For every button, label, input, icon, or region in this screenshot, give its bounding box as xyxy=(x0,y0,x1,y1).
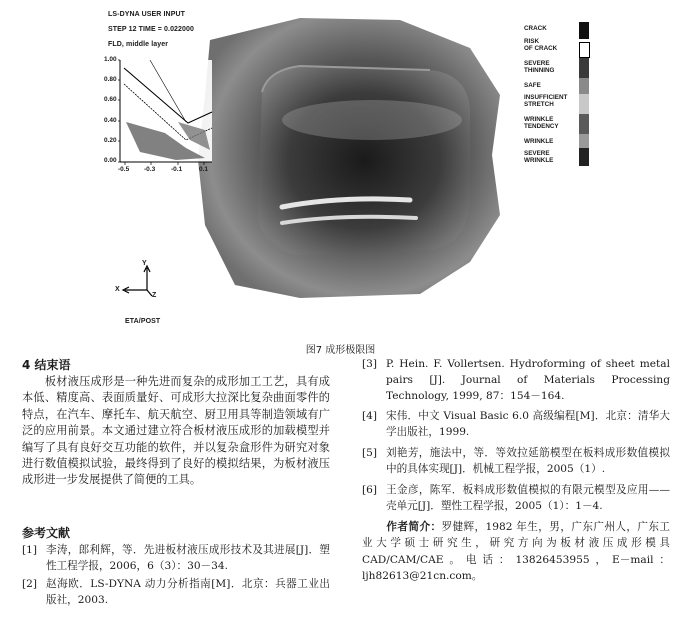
author-bio xyxy=(362,519,670,584)
x-tick: -0.3 xyxy=(144,166,156,173)
legend-swatch-tendency xyxy=(579,114,589,134)
reference-text: P. Hein. F. Vollertsen. Hydroforming of sheet metal pairs [J]. Journal of Materials Processing Technology, 1999, 87：154－164. xyxy=(386,358,670,403)
figure-caption: 图7 成形极限图 xyxy=(305,345,376,356)
legend-text: RISK OF CRACK xyxy=(524,38,558,52)
reference-item xyxy=(22,576,330,610)
section-heading: 4 结束语 xyxy=(22,358,71,372)
axis-label-y: Y xyxy=(142,260,147,267)
legend-label: SAFE xyxy=(524,82,541,89)
legend-label xyxy=(524,116,559,130)
legend-label: CRACK xyxy=(524,25,547,32)
legend-swatch-stretch xyxy=(579,94,589,114)
fig-header-3: FLD, middle layer xyxy=(108,41,169,48)
legend-text: WRINKLE TENDENCY xyxy=(524,116,559,130)
legend-text: SEVERE THINNING xyxy=(524,60,555,74)
x-tick: -0.5 xyxy=(118,166,130,173)
reference-item xyxy=(362,356,670,408)
reference-number: [5] xyxy=(362,447,378,459)
legend-swatch-crack xyxy=(579,22,589,39)
axis-label-x: X xyxy=(115,286,120,293)
author-bio-text: 罗健辉，1982 年生，男，广东广州人，广东工业大学硕士研究生，研究方向为板材液压成形模具 CAD/CAM/CAE。电话：13826453955，E－mail：ljh82613@21cn.com。 xyxy=(362,521,671,582)
y-tick: 1.00 xyxy=(104,56,117,63)
axis-label-z: Z xyxy=(152,292,157,299)
legend-text: SEVERE WRINKLE xyxy=(524,150,554,164)
axis-triad xyxy=(123,266,152,296)
legend-label xyxy=(524,94,567,108)
fig-footer: ETA/POST xyxy=(125,318,161,325)
y-tick: 0.20 xyxy=(104,137,117,144)
x-tick: 0.1 xyxy=(199,166,209,173)
reference-number: [2] xyxy=(22,578,38,590)
reference-item xyxy=(362,408,670,442)
reference-item xyxy=(22,542,330,576)
author-bio-label: 作者简介： xyxy=(386,521,442,533)
x-tick: -0.1 xyxy=(171,166,183,173)
y-tick: 0.60 xyxy=(104,96,117,103)
reference-item xyxy=(362,482,670,516)
fig-header-2: STEP 12 TIME = 0.022000 xyxy=(108,26,195,33)
legend-label xyxy=(524,60,554,74)
reference-number: [3] xyxy=(362,358,378,370)
reference-text: 赵海欧．LS-DYNA 动力分析指南[M]．北京：兵器工业出版社，2003. xyxy=(46,578,330,607)
legend-swatch-thinning xyxy=(579,58,589,78)
legend-label: WRINKLE xyxy=(524,138,554,145)
references-heading: 参考文献 xyxy=(22,526,71,540)
reference-item xyxy=(362,445,670,479)
cup-highlight xyxy=(282,100,462,140)
reference-text: 宋伟．中文 Visual Basic 6.0 高级编程[M]．北京：清华大学出版社，1999. xyxy=(386,410,670,439)
cup-body xyxy=(258,66,470,255)
legend-swatch-wrinkle xyxy=(579,134,589,148)
legend-swatch-safe xyxy=(579,78,589,94)
y-tick: 0.80 xyxy=(104,76,117,83)
section-paragraph: 板材液压成形是一种先进而复杂的成形加工工艺，具有成本低、精度高、表面质量好、可成形大拉深比复杂曲面零件的特点，在汽车、摩托车、航天航空、厨卫用具等制造领域有广泛的应用前景。本文通过建立符合板材液压成形的加载模型并编写了具有良好交互功能的软件，并以复杂盒形件为研究对象进行数值模拟试验，最终得到了良好的模拟结果，为板材液压成形进一步发展提供了简便的工具。 xyxy=(22,375,330,487)
legend-text: INSUFFICIENT STRETCH xyxy=(524,94,568,108)
legend-label xyxy=(524,38,557,52)
reference-number: [4] xyxy=(362,410,378,422)
reference-text: 李涛，郎利辉，等．先进板材液压成形技术及其进展[J]．塑性工程学报，2006，6（3）：30－34. xyxy=(46,544,330,573)
y-tick: 0.00 xyxy=(104,157,117,164)
reference-text: 王金彦，陈军．板料成形数值模拟的有限元模型及应用——壳单元[J]．塑性工程学报，2005（1）：1－4. xyxy=(386,484,670,513)
fig-header-1: LS-DYNA USER INPUT xyxy=(108,11,185,18)
legend-label xyxy=(524,150,553,164)
legend-swatch-severe-wrinkle xyxy=(579,148,589,166)
legend-swatch-risk xyxy=(579,42,590,58)
y-tick: 0.40 xyxy=(104,117,117,124)
reference-text: 刘艳芳，施法中，等．等效拉延筋模型在板料成形数值模拟中的具体实现[J]．机械工程学报，2005（1）. xyxy=(386,447,670,476)
reference-number: [6] xyxy=(362,484,378,496)
reference-number: [1] xyxy=(22,544,38,556)
